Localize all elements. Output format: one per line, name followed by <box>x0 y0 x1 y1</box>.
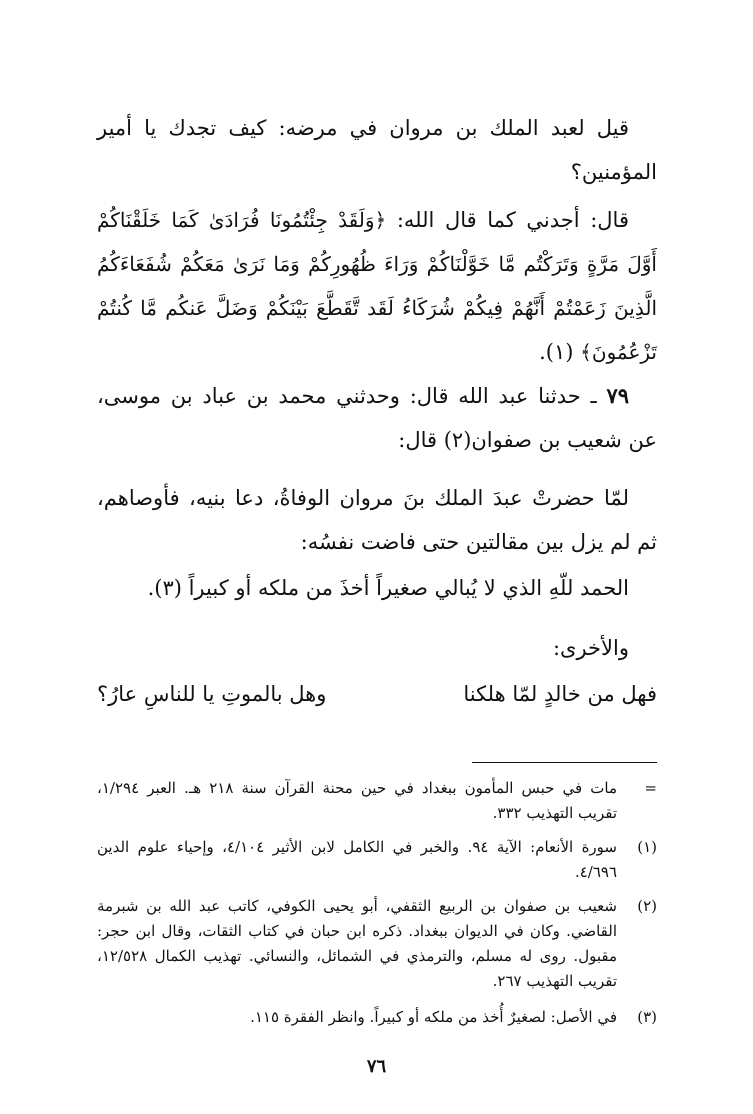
footnote-3 <box>97 1005 657 1030</box>
paragraph-quran-quote <box>97 198 657 374</box>
page-number: ٧٦ <box>366 1056 387 1077</box>
footnote-1 <box>97 835 657 885</box>
poem-verse <box>97 672 657 716</box>
footnote-mark: (١) <box>637 838 657 856</box>
footnote-text: سورة الأنعام: الآية ٩٤. والخبر في الكامل لابن الأثير ٤/١٠٤، وإحياء علوم الدين ٤/٦٩٦. <box>97 838 617 881</box>
footnote-text: مات في حبس المأمون ببغداد في حين محنة القرآن سنة ٢١٨ هـ. العبر ١/٢٩٤، تقريب التهذيب ٣٣٢. <box>97 779 617 822</box>
poem-first-hemistich: فهل من خالدٍ لمّا هلكنا <box>463 682 657 706</box>
paragraph-sickness-question: قيل لعبد الملك بن مروان في مرضه: كيف تجدك يا أمير المؤمنين؟ <box>97 116 657 184</box>
paragraph-death-account: لمّا حضرتْ عبدَ الملك بنَ مروان الوفاةُ، دعا بنيه، فأوصاهم، ثم لم يزل بين مقالتين حتى فاضت نفسُه: <box>97 486 657 554</box>
footnote-continued <box>97 776 657 826</box>
quote-intro: قال: أجدني كما قال الله: <box>386 208 629 232</box>
footnote-text: شعيب بن صفوان بن الربيع الثقفي، أبو يحيى الكوفي، كاتب عبد الله بن شبرمة القاضي. وكان في الديوان ببغداد. ذكره ابن حبان في كتاب الثقات، وقال ابن حجر: مقبول. روى له مسلم، والترمذي في الشمائل، والنسائي. تهذيب الكمال ١٢/٥٢٨، تقريب التهذيب ٢٦٧. <box>97 897 617 990</box>
footnote-mark: (٢) <box>637 897 657 915</box>
footnote-mark: = <box>644 779 657 797</box>
quran-verse: ﴿وَلَقَدْ جِئْتُمُونَا فُرَادَىٰ كَمَا خَلَقْنَاكُمْ أَوَّلَ مَرَّةٍ وَتَرَكْتُم مَّا خَوَّلْنَاكُمْ وَرَاءَ ظُهُورِكُمْ وَمَا نَرَىٰ مَعَكُمْ شُفَعَاءَكُمُ الَّذِينَ زَعَمْتُمْ أَنَّهُمْ فِيكُمْ شُرَكَاءُ لَقَد تَّقَطَّعَ بَيْنَكُمْ وَضَلَّ عَنكُم مَّا كُنتُمْ تَزْعُمُونَ﴾ <box>97 208 657 364</box>
footnote-2 <box>97 894 657 994</box>
quran-footnote-ref: (١). <box>539 340 574 364</box>
footnote-text: في الأصل: لصغيرٌ أُخذ من ملكه أو كبيراً. وانظر الفقرة ١١٥. <box>250 1008 617 1026</box>
hadith-number: ٧٩ <box>606 383 629 408</box>
paragraph-second-label: والأخرى: <box>552 636 629 660</box>
footnote-separator <box>472 762 657 763</box>
paragraph-first-saying: الحمد للّهِ الذي لا يُبالي صغيراً أخذَ من ملكه أو كبيراً (٣). <box>147 576 629 600</box>
paragraph-hadith-79 <box>97 374 657 462</box>
hadith-chain: ـ حدثنا عبد الله قال: وحدثني محمد بن عباد بن موسى، عن شعيب بن صفوان(٢) قال: <box>97 384 657 452</box>
poem-second-hemistich: وهل بالموتِ يا للناسِ عارُ؟ <box>97 682 327 706</box>
footnote-mark: (٣) <box>637 1008 657 1026</box>
